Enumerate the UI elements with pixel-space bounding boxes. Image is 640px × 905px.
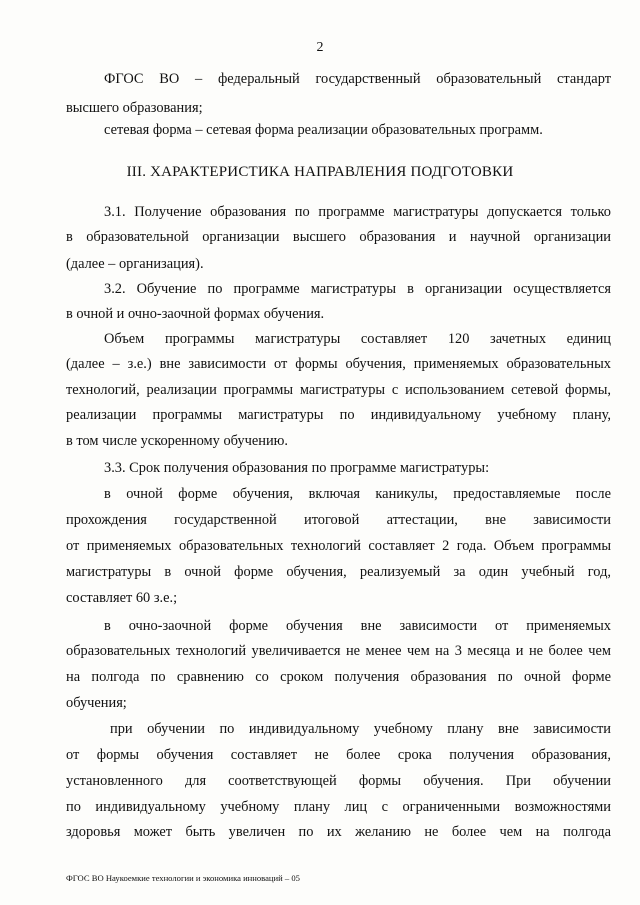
text-line: установленного для соответствующей формы обучения. При обучении (66, 773, 611, 789)
text-line: на полгода по сравнению со сроком получения образования по очной форме (66, 669, 611, 685)
text-line: реализации программы магистратуры по индивидуальному учебному плану, (66, 407, 611, 423)
text-line: ФГОС ВО – федеральный государственный образовательный стандарт (104, 71, 611, 87)
text-line: технологий, реализации программы магистратуры с использованием сетевой формы, (66, 382, 611, 398)
text-line: 3.3. Срок получения образования по программе магистратуры: (104, 460, 490, 476)
page-number: 2 (316, 40, 324, 55)
text-line: (далее – з.е.) вне зависимости от формы обучения, применяемых образовательных (66, 356, 611, 372)
text-line: (далее – организация). (66, 256, 204, 272)
text-line: 3.1. Получение образования по программе магистратуры допускается только (104, 204, 611, 220)
text-line: сетевая форма – сетевая форма реализации образовательных программ. (104, 122, 543, 138)
section-heading: III. ХАРАКТЕРИСТИКА НАПРАВЛЕНИЯ ПОДГОТОВКИ (126, 164, 514, 180)
text-line: в очно-заочной форме обучения вне зависимости от применяемых (104, 618, 611, 634)
text-line: в очной форме обучения, включая каникулы, предоставляемые после (104, 486, 611, 502)
text-line: здоровья может быть увеличен по их желанию не более чем на полгода (66, 824, 611, 840)
text-line: по индивидуальному учебному плану лиц с ограниченными возможностями (66, 799, 611, 815)
text-line: от формы обучения составляет не более срока получения образования, (66, 747, 611, 763)
text-line: обучения; (66, 695, 127, 711)
text-line: Объем программы магистратуры составляет 120 зачетных единиц (104, 331, 611, 347)
text-line: при обучении по индивидуальному учебному плану вне зависимости (110, 721, 611, 737)
text-line: в образовательной организации высшего образования и научной организации (66, 229, 611, 245)
text-line: прохождения государственной итоговой аттестации, вне зависимости (66, 512, 611, 528)
text-line: высшего образования; (66, 100, 203, 116)
text-line: в том числе ускоренному обучению. (66, 433, 288, 449)
text-line: от применяемых образовательных технологий составляет 2 года. Объем программы (66, 538, 611, 554)
text-line: образовательных технологий увеличивается не менее чем на 3 месяца и не более чем (66, 643, 611, 659)
footer-note: ФГОС ВО Наукоемкие технологии и экономика инноваций – 05 (66, 873, 300, 883)
text-line: магистратуры в очной форме обучения, реализуемый за один учебный год, (66, 564, 611, 580)
text-line: в очной и очно-заочной формах обучения. (66, 306, 325, 322)
text-line: составляет 60 з.е.; (66, 590, 178, 606)
text-line: 3.2. Обучение по программе магистратуры в организации осуществляется (104, 281, 611, 297)
